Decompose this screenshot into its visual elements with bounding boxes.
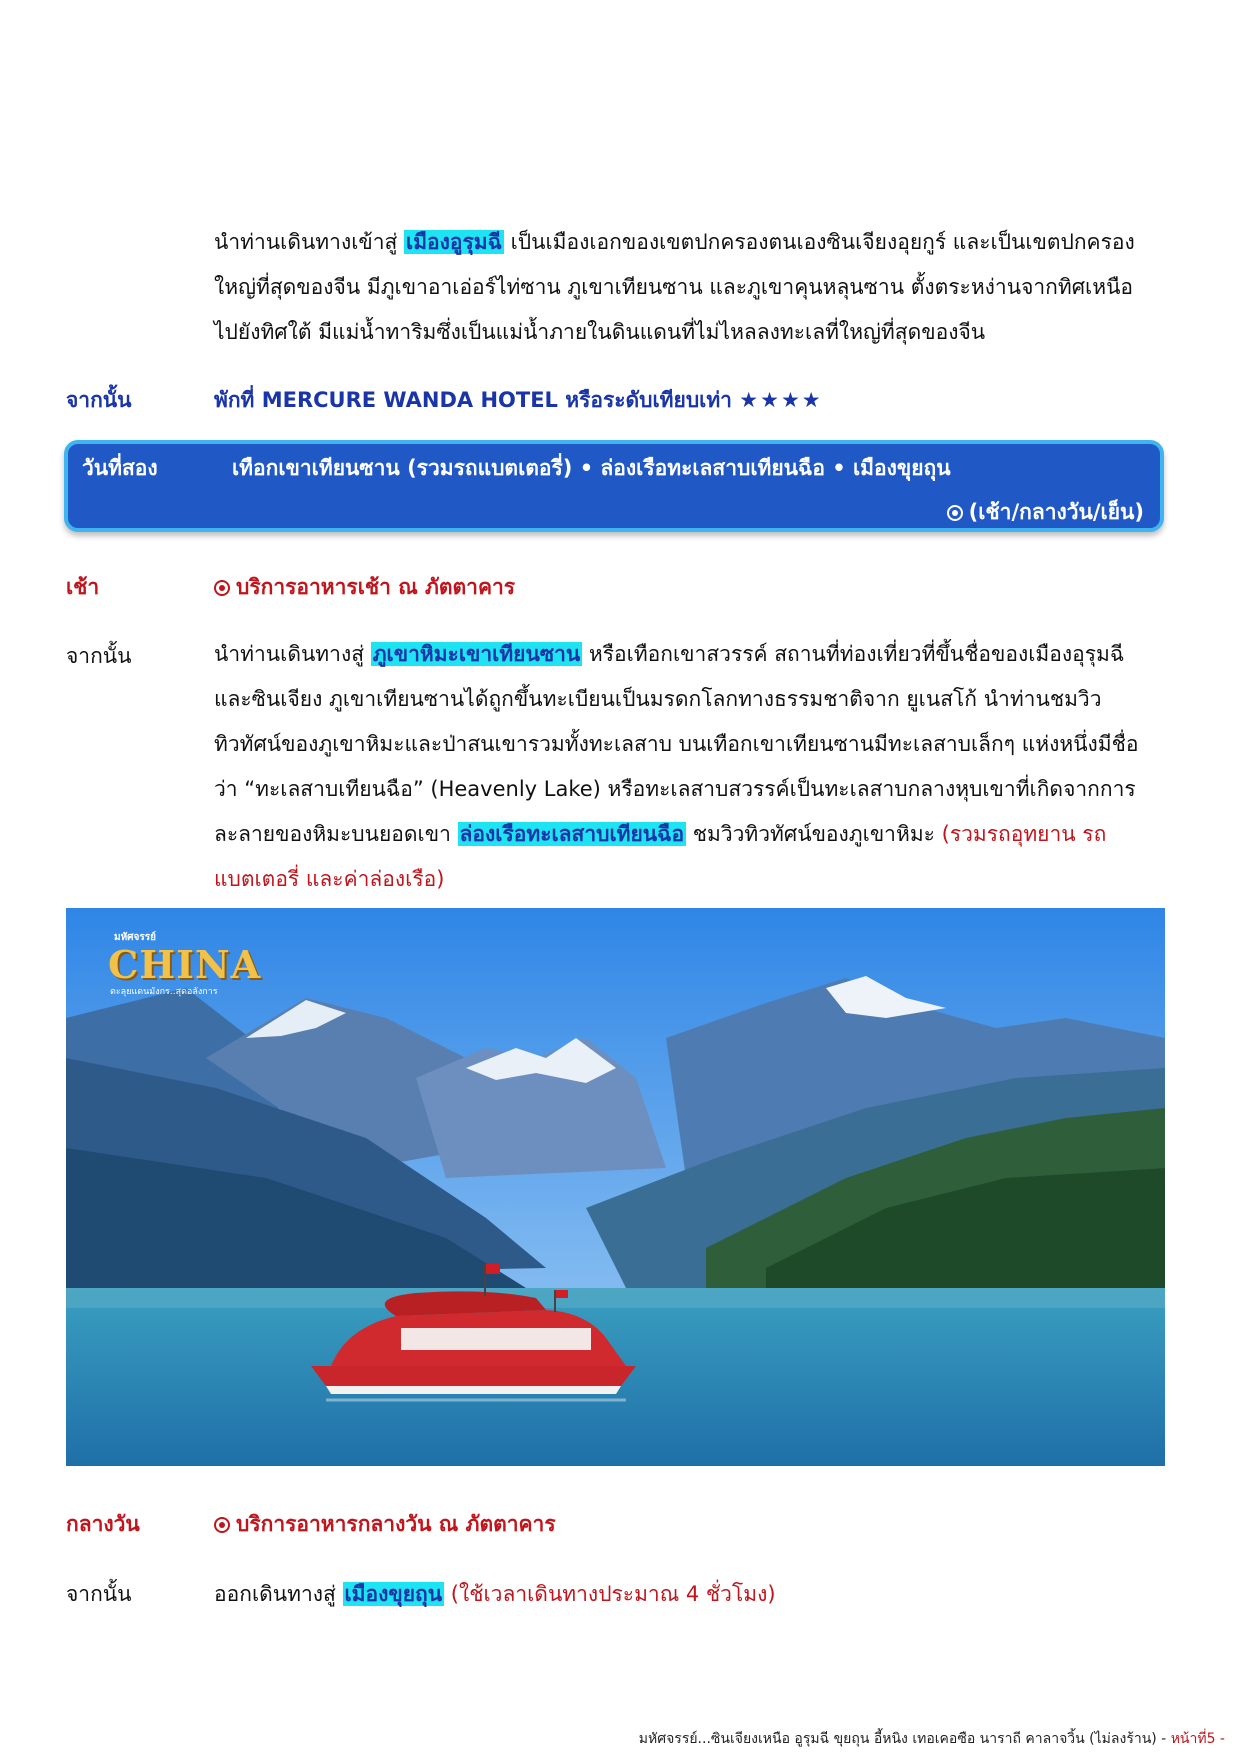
day-meals	[947, 496, 1144, 529]
day-banner	[64, 440, 1164, 532]
intro-text-rest: เป็นเมืองเอกของเขตปกครองตนเองซินเจียงอุยกูร์ และเป็นเขตปกครองใหญ่ที่สุดของจีน มีภูเขาอาเอ่อร์ไท่ซาน ภูเขาเทียนซาน และภูเขาคุนหลุนซาน ตั้งตระหง่านจากทิศเหนือไปยังทิศใต้ มีแม่น้ำทาริมซึ่งเป็นแม่น้ำภายในดินแดนที่ไม่ไหลลงทะเลที่ใหญ่ที่สุดของจีน	[214, 230, 1135, 344]
breakfast-text: บริการอาหารเช้า ณ ภัตตาคาร	[236, 575, 516, 599]
depart-info	[214, 1578, 776, 1611]
page-number: หน้าที่5 -	[1170, 1731, 1225, 1747]
breakfast-label: เช้า	[66, 575, 100, 599]
tour-paragraph	[214, 632, 1154, 902]
intro-paragraph	[214, 220, 1154, 355]
city-highlight-kuitun: เมืองขุยถุน	[344, 1582, 443, 1606]
hotel-stars: ★★★★	[739, 388, 823, 412]
day-meals-text: (เช้า/กลางวัน/เย็น)	[968, 500, 1144, 524]
tour-inclusion-note: (รวมรถอุทยาน รถแบตเตอรี่ และค่าล่องเรือ)	[214, 822, 1107, 891]
depart-label: จากนั้น	[66, 1582, 132, 1606]
tour-text-mid: หรือเทือกเขาสวรรค์ สถานที่ท่องเที่ยวที่ขึ้นชื่อของเมืองอุรุมฉีและซินเจียง ภูเขาเทียนซานได้ถูกขึ้นทะเบียนเป็นมรดกโลกทางธรรมชาติจาก ยูเนสโก้ นำท่านชมวิวทิวทัศน์ของภูเขาหิมะและป่าสนเขารวมทั้งทะเลสาบ บนเทือกเขาเทียนซานมีทะเลสาบเล็กๆ แห่งหนึ่งมีชื่อว่า “ทะเลสาบเทียนฉือ” (Heavenly Lake) หรือทะเลสาบสวรรค์เป็นทะเลสาบกลางหุบเขาที่เกิดจากการละลายของหิมะบนยอดเขา	[214, 642, 1139, 846]
depart-duration: (ใช้เวลาเดินทางประมาณ 4 ชั่วโมง)	[444, 1582, 776, 1606]
day-title: เทือกเขาเทียนซาน (รวมรถแบตเตอรี่) • ล่องเรือทะเลสาบเทียนฉือ • เมืองขุยถุน	[232, 456, 951, 480]
hotel-label: จากนั้น	[66, 388, 132, 412]
depart-text: ออกเดินทางสู่	[214, 1582, 343, 1606]
intro-text: นำท่านเดินทางเข้าสู่	[214, 230, 405, 254]
tour-text-post: ชมวิวทิวทัศน์ของภูเขาหิมะ	[686, 822, 942, 846]
page-footer	[639, 1728, 1225, 1750]
tour-label: จากนั้น	[66, 644, 132, 668]
logo-top-text: มหัศจรรย์	[114, 932, 156, 943]
footer-text: มหัศจรรย์...ซินเจียงเหนือ อูรุมฉี ขุยถุน อี้หนิง เทอเคอซือ นาราถี คาลาจวิ้น (ไม่ลงร้าน) -	[638, 1731, 1171, 1747]
meal-icon	[214, 1517, 230, 1533]
city-highlight-urumqi: เมืองอูรุมฉี	[406, 230, 502, 254]
heavenly-lake-photo	[66, 908, 1165, 1466]
hotel-info	[214, 384, 823, 417]
boat-cruise-highlight: ล่องเรือทะเลสาบเทียนฉือ	[459, 822, 685, 846]
breakfast-info	[214, 571, 515, 604]
logo-main-text: CHINA	[108, 942, 262, 987]
meal-icon	[214, 580, 230, 596]
hotel-text: พักที่ MERCURE WANDA HOTEL หรือระดับเทียบเท่า	[214, 388, 732, 412]
day-label: วันที่สอง	[82, 456, 158, 480]
logo-sub-text: ตะลุยแดนมังกร..สุดอลังการ	[110, 987, 218, 997]
meal-icon	[947, 505, 963, 521]
lunch-text: บริการอาหารกลางวัน ณ ภัตตาคาร	[236, 1512, 556, 1536]
lunch-info	[214, 1508, 556, 1541]
china-tour-logo	[92, 926, 277, 996]
tour-text: นำท่านเดินทางสู่	[214, 642, 371, 666]
tianshan-highlight: ภูเขาหิมะเขาเทียนซาน	[372, 642, 581, 666]
lunch-label: กลางวัน	[66, 1512, 140, 1536]
